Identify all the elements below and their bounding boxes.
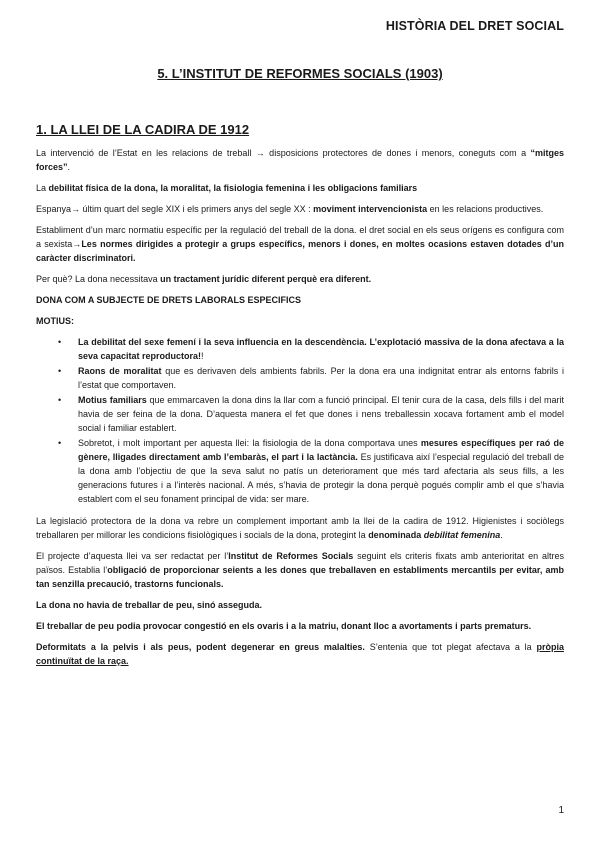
list-item [58, 335, 564, 363]
bullet-icon: • [58, 337, 62, 347]
motius-label: MOTIUS: [36, 316, 74, 326]
paragraph-spain [36, 202, 564, 216]
paragraph-text: El projecte d’aquesta llei va ser redactat per l’ [36, 551, 229, 561]
subheading-rights: DONA COM A SUBJECTE DE DRETS LABORALS ESPECIFICS [36, 295, 302, 305]
paragraph-bold: Les normes dirigides a protegir a grups específics, menors i dones, en moltes ocasions estaven dotades d’un caràcter discriminatori. [36, 239, 564, 263]
reason-bold: La debilitat del sexe femení i la seva influencia en la descendència. L’explotació massiva de la dona afectava a la seva capacitat reproductora! [78, 337, 564, 361]
bullet-icon: • [58, 395, 62, 405]
paragraph-text: en les relacions productives. [427, 204, 544, 214]
paragraph-text: . [67, 162, 71, 172]
running-header: HISTÒRIA DEL DRET SOCIAL [385, 19, 564, 33]
paragraph-seated: La dona no havia de treballar de peu, sinó asseguda. [36, 600, 263, 610]
paragraph-bold-underline: pròpia continuïtat de la raça. [36, 642, 564, 666]
paragraph-text: . [500, 530, 503, 540]
paragraph-intervention [36, 146, 564, 174]
reason-bold: mesures específiques per raó de gènere, lligades directament amb l’embaràs, el part i la lactància. [78, 438, 565, 462]
paragraph-bold: denominada [368, 530, 424, 540]
paragraph-framework [36, 223, 564, 265]
list-item [58, 393, 565, 435]
paragraph-deformities [36, 640, 564, 668]
paragraph-bold: debilitat física de la dona, la moralitat, la fisiologia femenina i les obligacions familiars [48, 183, 418, 193]
paragraph-weakness [36, 181, 564, 195]
paragraph-chair-law [36, 514, 564, 542]
bullet-icon: • [58, 366, 62, 376]
reason-bold: Raons de moralitat [78, 366, 162, 376]
paragraph-bold: moviment intervencionista [313, 204, 428, 214]
paragraph-text: La intervenció de l’Estat en les relacions de treball → disposicions protectores de dones i menors, coneguts com a [36, 148, 531, 158]
paragraph-standing-risks: El treballar de peu podia provocar congestió en els ovaris i a la matriu, donant lloc a avortaments i parts prematurs. [36, 621, 532, 631]
reason-text: Es justificava així l’especial regulació del treball de la dona amb l’objectiu de que la seva salut no patís un deteriorament que més tard afectaria als seus fills, a les generacions futures i a l’interès nacional. A més, s’havia de protegir la dona perquè pogués complir amb el que s’havia establert com el seu fonament principal de vida: ser mare. [78, 452, 564, 504]
paragraph-text: La [36, 183, 49, 193]
paragraph-why [36, 272, 564, 286]
paragraph-bold-italic: debilitat femenina [423, 530, 501, 540]
reason-text: que es derivaven dels ambients fabrils. Per la dona era una indignitat entrar als entorns fabrils i l’estat que comportaven. [78, 366, 564, 390]
document-title: 5. L’INSTITUT DE REFORMES SOCIALS (1903) [157, 66, 443, 81]
paragraph-bold: un tractament jurídic diferent perquè era diferent. [160, 274, 372, 284]
paragraph-text: Espanya→ últim quart del segle XIX i els primers anys del segle XX : [36, 204, 314, 214]
page-number: 1 [558, 805, 564, 816]
reason-text: que emmarcaven la dona dins la llar com a funció principal. El tenir cura de la casa, dels fills i del marit havia de ser feina de la dona. D’aquesta manera el fet que dones i nens treballessin xocava fortament amb el model social i familiar establert. [78, 395, 565, 433]
paragraph-bold: obligació de proporcionar seients a les dones que treballaven en establiments mercantils per evitar, amb tan senzilla precaució, trastorns funcionals. [36, 565, 564, 589]
paragraph-text: S’entenia que tot plegat afectava a la [364, 642, 537, 652]
reason-bold: Motius familiars [78, 395, 147, 405]
list-item [58, 364, 564, 392]
list-item [58, 436, 565, 506]
paragraph-bold: Deformitats a la pelvis i als peus, podent degenerar en greus malalties. [36, 642, 365, 652]
reasons-list [36, 335, 564, 506]
paragraph-text: Establiment d’un marc normatiu específic per la regulació del treball de la dona. el dret social en els seus orígens es configura com a sexista→ [36, 225, 564, 249]
paragraph-text: seguint els criteris fixats amb anterioritat en altres països. Establia l’ [36, 551, 564, 575]
paragraph-project [36, 549, 564, 591]
reason-text: Sobretot, i molt important per aquesta llei: la fisiologia de la dona comportava unes [78, 438, 421, 448]
paragraph-text: Per què? La dona necessitava [36, 274, 161, 284]
paragraph-bold: “mitges forces” [36, 148, 564, 172]
document-body [36, 146, 564, 675]
section-title: 1. LA LLEI DE LA CADIRA DE 1912 [36, 122, 250, 137]
paragraph-bold: Institut de Reformes Socials [228, 551, 354, 561]
paragraph-text: La legislació protectora de la dona va rebre un complement important amb la llei de la cadira de 1912. Higienistes i sociòlegs treballaren per millorar les condicions fisiològiques i socials de la dona, protegint la [36, 516, 564, 540]
bullet-icon: • [58, 438, 62, 448]
reason-text: ! [201, 351, 204, 361]
